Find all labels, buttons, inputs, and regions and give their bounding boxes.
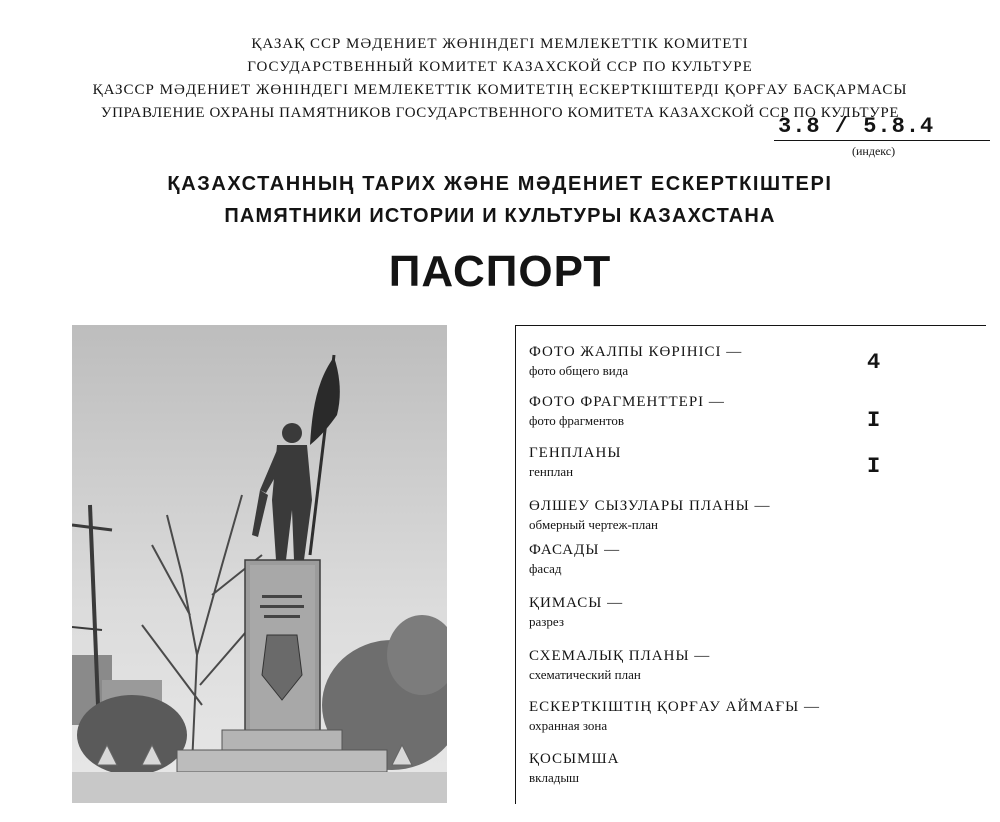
item-measured-drawing bbox=[529, 498, 771, 533]
item-fragment-photo bbox=[529, 394, 725, 429]
item-kz-label: ФОТО ЖАЛПЫ КӨРІНІСІ — bbox=[529, 344, 743, 360]
index-value: 3.8 / 5.8.4 bbox=[778, 114, 935, 139]
item-ru-label: фото общего вида bbox=[529, 363, 629, 378]
item-kz-label: ҚИМАСЫ — bbox=[529, 595, 624, 611]
item-kz-label: ГЕНПЛАНЫ bbox=[529, 445, 622, 461]
header-line-4: УПРАВЛЕНИЕ ОХРАНЫ ПАМЯТНИКОВ ГОСУДАРСТВЕННОГО КОМИТЕТА КАЗАХСКОЙ ССР ПО КУЛЬТУРЕ bbox=[100, 105, 900, 121]
item-count: I bbox=[867, 408, 881, 433]
item-kz-label: ФОТО ФРАГМЕНТТЕРІ — bbox=[529, 394, 725, 410]
item-protection-zone bbox=[529, 699, 820, 734]
item-ru-label: генплан bbox=[529, 464, 574, 479]
item-ru-label: охранная зона bbox=[529, 718, 608, 733]
documents-panel bbox=[515, 325, 986, 804]
header-line-3: ҚАЗССР МӘДЕНИЕТ ЖӨНІНДЕГІ МЕМЛЕКЕТТІК КОМИТЕТІҢ ЕСКЕРТКІШТЕРДІ ҚОРҒАУ БАСҚАРМАСЫ bbox=[92, 82, 908, 98]
header-line-2: ГОСУДАРСТВЕННЫЙ КОМИТЕТ КАЗАХСКОЙ ССР ПО КУЛЬТУРЕ bbox=[247, 59, 753, 75]
item-ru-label: схематический план bbox=[529, 667, 641, 682]
item-section bbox=[529, 595, 623, 630]
item-ru-label: фото фрагментов bbox=[529, 413, 624, 428]
item-count: 4 bbox=[867, 350, 881, 375]
header-line-1: ҚАЗАҚ ССР МӘДЕНИЕТ ЖӨНІНДЕГІ МЕМЛЕКЕТТІК КОМИТЕТІ bbox=[251, 36, 749, 52]
index-underline bbox=[774, 140, 990, 141]
item-insert bbox=[529, 751, 619, 786]
item-schematic-plan bbox=[529, 648, 710, 683]
item-facade bbox=[529, 542, 620, 577]
item-count: I bbox=[867, 454, 881, 479]
item-general-photo bbox=[529, 344, 742, 379]
item-ru-label: фасад bbox=[529, 561, 562, 576]
item-kz-label: ӨЛШЕУ СЫЗУЛАРЫ ПЛАНЫ — bbox=[529, 498, 771, 514]
monument-photo-icon bbox=[72, 325, 447, 803]
item-general-plan bbox=[529, 445, 621, 480]
item-ru-label: вкладыш bbox=[529, 770, 580, 785]
page-title: ПАСПОРТ bbox=[388, 247, 612, 296]
item-kz-label: ЕСКЕРТКІШТІҢ ҚОРҒАУ АЙМАҒЫ — bbox=[529, 699, 820, 715]
monument-photo bbox=[72, 325, 447, 803]
item-ru-label: разрез bbox=[529, 614, 564, 629]
title-kz: ҚАЗАХСТАННЫҢ ТАРИХ ЖӘНЕ МӘДЕНИЕТ ЕСКЕРТКІШТЕРІ bbox=[167, 173, 833, 195]
index-label: (индекс) bbox=[852, 144, 896, 158]
item-kz-label: ҚОСЫМША bbox=[529, 751, 620, 767]
title-ru: ПАМЯТНИКИ ИСТОРИИ И КУЛЬТУРЫ КАЗАХСТАНА bbox=[224, 205, 776, 227]
item-ru-label: обмерный чертеж-план bbox=[529, 517, 658, 532]
item-kz-label: СХЕМАЛЫҚ ПЛАНЫ — bbox=[529, 648, 711, 664]
item-kz-label: ФАСАДЫ — bbox=[529, 542, 621, 558]
